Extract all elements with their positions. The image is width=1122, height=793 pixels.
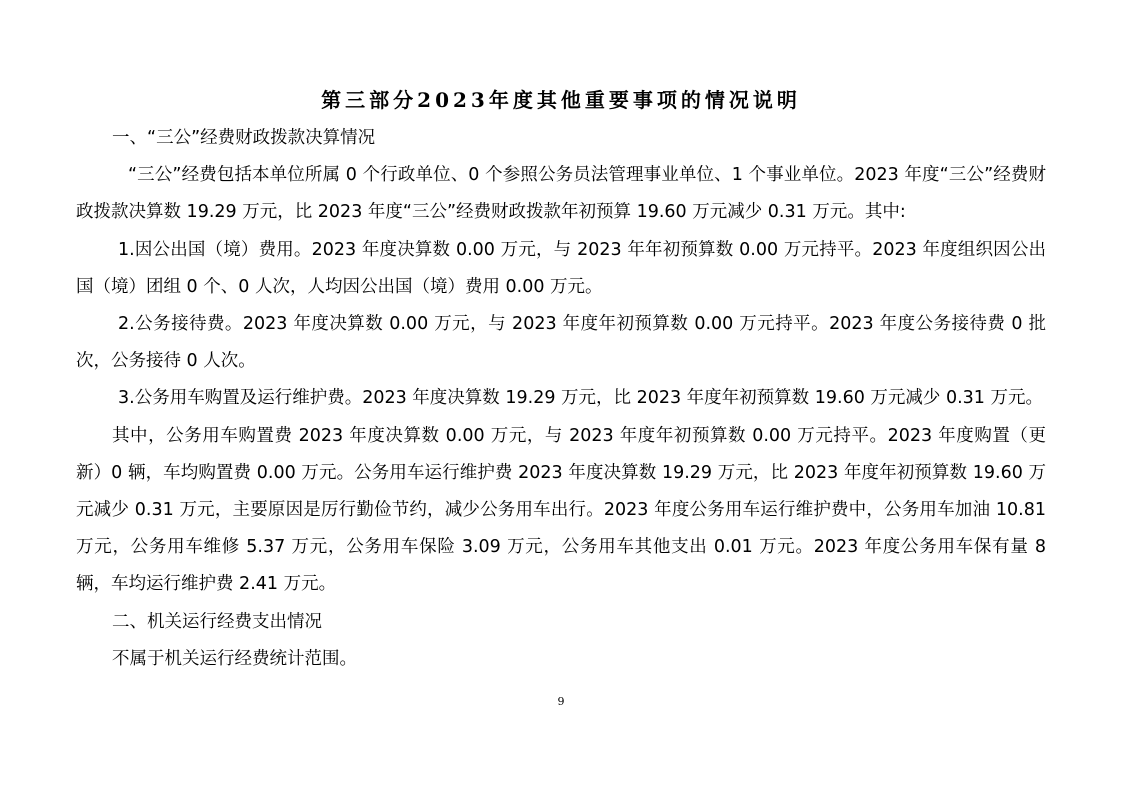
paragraph-vehicle-expenses: 3.公务用车购置及运行维护费。2023 年度决算数 19.29 万元，比 2023 年度年初预算数 19.60 万元减少 0.31 万元。	[118, 388, 1043, 409]
paragraph-vehicle-details: 其中，公务用车购置费 2023 年度决算数 0.00 万元，与 2023 年度年初预算数 0.00 万元持平。2023 年度购置（更新）0 辆，车均购置费 0.00 万元。公务用车运行维护费 2023 年度决算数 19.29 万元，比 2023 年度年初预算数 19.60 万元减少 0.31 万元，主要原因是厉行勤俭节约，减少公务用车出行。2023 年度公务用车运行维护费中，公务用车加油 10.81 万元，公务用车维修 5.37 万元，公务用车保险 3.09 万元，公务用车其他支出 0.01 万元。2023 年度公务用车保有量 8 辆，车均运行维护费 2.41 万元。	[76, 425, 1046, 595]
section-heading-three-public-expenses: 一、“三公”经费财政拨款决算情况	[112, 128, 376, 148]
document-body	[76, 120, 1046, 678]
section-heading-operating-expenses: 二、机关运行经费支出情况	[112, 611, 322, 632]
page-title: 第三部分2023年度其他重要事项的情况说明	[321, 88, 801, 112]
paragraph-official-reception: 2.公务接待费。2023 年度决算数 0.00 万元，与 2023 年度年初预算数 0.00 万元持平。2023 年度公务接待费 0 批次，公务接待 0 人次。	[76, 314, 1046, 372]
page-number: 9	[557, 695, 565, 708]
paragraph-overseas-travel: 1.因公出国（境）费用。2023 年度决算数 0.00 万元，与 2023 年年初预算数 0.00 万元持平。2023 年度组织因公出国（境）团组 0 个、0 人次，人均因公出国（境）费用 0.00 万元。	[76, 239, 1046, 297]
paragraph-three-public-overview: “三公”经费包括本单位所属 0 个行政单位、0 个参照公务员法管理事业单位、1 个事业单位。2023 年度“三公”经费财政拨款决算数 19.29 万元，比 2023 年度“三公”经费财政拨款年初预算 19.60 万元减少 0.31 万元。其中:	[76, 165, 1046, 223]
paragraph-operating-expenses-scope: 不属于机关运行经费统计范围。	[112, 648, 357, 669]
